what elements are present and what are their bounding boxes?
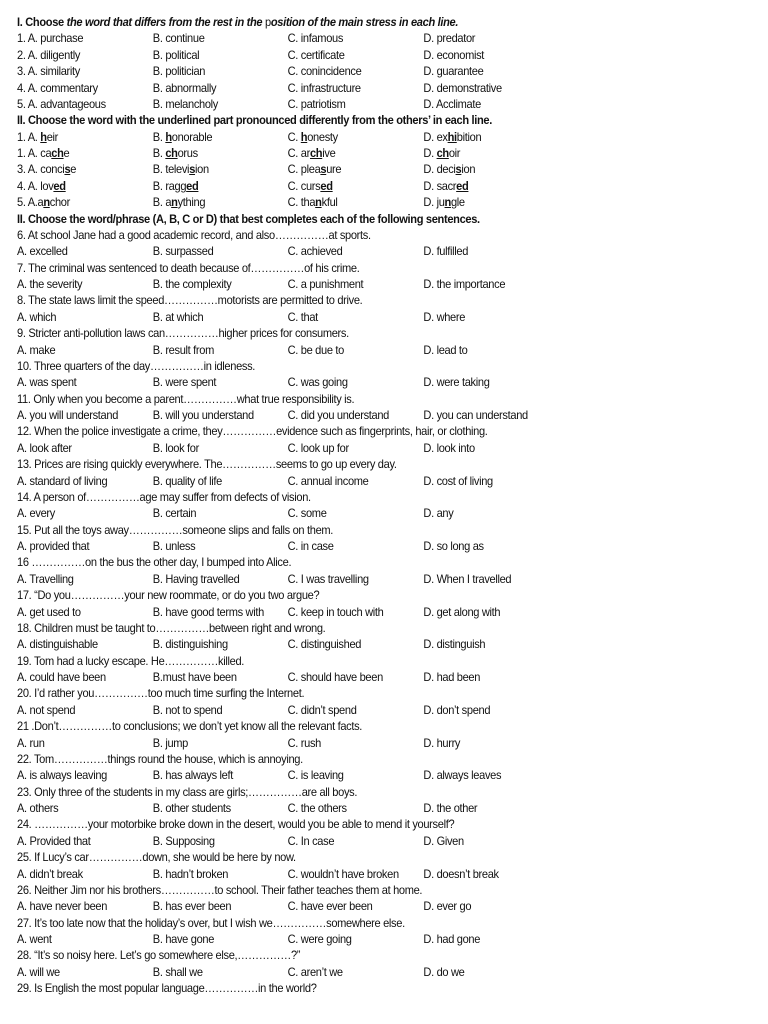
question-stem: 20. I’d rather you……………too much time surfing the Internet. [17, 686, 305, 701]
question-stem: 15. Put all the toys away……………someone slips and falls on them. [17, 522, 334, 537]
question-stem: 26. Neither Jim nor his brothers……………to school. Their father teaches them at home. [17, 882, 423, 897]
answer-option: C. should have been [287, 670, 383, 684]
option: B. politician [152, 64, 206, 79]
option: C. conincidence [287, 64, 362, 79]
answer-option: C. have ever been [287, 899, 373, 914]
answer-option: A. Provided that [17, 833, 91, 848]
underlined-part: h [40, 129, 47, 144]
answer-option: B. have gone [152, 932, 215, 946]
underlined-part: ed [53, 178, 66, 193]
option-prefix: C. [287, 129, 301, 144]
option: 4. A. commentary [17, 80, 98, 95]
answer-option: B. Supposing [152, 833, 215, 848]
stress-row [17, 30, 701, 46]
question-stem: 28. “It’s so noisy here. Let’s go somewhere else,……………?” [17, 948, 301, 963]
option [288, 178, 333, 194]
option-prefix: 1. A. ca [17, 146, 52, 160]
option-suffix: gle [450, 195, 465, 210]
option [288, 145, 336, 161]
option: B. political [152, 47, 200, 62]
answer-row [17, 571, 701, 587]
underlined-part: s [189, 162, 196, 177]
option [423, 194, 464, 210]
option-prefix: 5. A.a [17, 195, 44, 210]
option: B. abnormally [152, 80, 217, 95]
option [17, 178, 66, 194]
option-prefix: D. [423, 146, 437, 160]
question-stem: 21 .Don’t……………to conclusions; we don’t yet know all the relevant facts. [17, 719, 363, 734]
section-3-heading: II. Choose the word/phrase (A, B, C or D) that best completes each of the following sentences. [17, 211, 480, 226]
question-stem: 7. The criminal was sentenced to death because of……………of his crime. [17, 260, 360, 275]
option-prefix: C. plea [287, 162, 321, 177]
answer-option: C. didn’t spend [287, 702, 357, 717]
answer-option: B. has always left [152, 768, 233, 783]
option-prefix: B. a [152, 195, 172, 210]
option: 1. A. purchase [17, 31, 84, 46]
answer-option: B. distinguishing [152, 637, 228, 652]
stress-row [17, 63, 701, 79]
option-prefix: B. [152, 146, 166, 160]
question-stem: 8. The state laws limit the speed……………motorists are permitted to drive. [17, 293, 363, 308]
answer-row [17, 342, 701, 358]
stress-row [17, 80, 701, 96]
answer-option: C. in case [287, 539, 334, 553]
answer-option: A. went [17, 932, 52, 946]
question-stem: 17. “Do you……………your new roommate, or do you two argue? [17, 588, 320, 603]
answer-row [17, 898, 701, 914]
pronunciation-row [17, 194, 701, 210]
answer-option: D. where [423, 309, 466, 324]
completion-questions [17, 227, 701, 997]
option: C. infamous [287, 31, 344, 46]
answer-option: D. do we [423, 964, 465, 979]
option-prefix: D. deci [423, 162, 456, 177]
option-prefix: 3. A. conci [17, 162, 65, 177]
option: D. Acclimate [423, 96, 481, 111]
option-suffix: e [70, 162, 77, 177]
option [423, 129, 481, 145]
answer-row [17, 407, 701, 423]
answer-option: A. is always leaving [17, 768, 107, 783]
option [17, 145, 69, 161]
option: B. continue [152, 31, 205, 46]
option-suffix: onesty [307, 129, 338, 144]
option-suffix: chor [49, 195, 70, 210]
option [423, 145, 460, 161]
answer-option: D. get along with [423, 604, 501, 619]
pronunciation-row [17, 129, 701, 145]
answer-option: C. is leaving [287, 768, 344, 783]
option-suffix: ure [326, 162, 342, 177]
answer-option: B. unless [152, 539, 196, 553]
answer-option: A. make [17, 342, 56, 357]
underlined-part: ed [186, 178, 199, 193]
answer-row [17, 735, 701, 751]
answer-option: B. will you understand [152, 408, 254, 422]
answer-option: A. standard of living [17, 473, 108, 488]
answer-option: D. don’t spend [423, 702, 491, 717]
answer-row [17, 374, 701, 390]
underlined-part: ed [320, 178, 333, 193]
answer-option: A. look after [17, 440, 72, 455]
answer-option: A. was spent [17, 375, 77, 390]
question-stem: 25. If Lucy’s car……………down, she would be here by now. [17, 850, 296, 865]
answer-option: A. could have been [17, 670, 106, 684]
answer-option: B. result from [152, 342, 214, 357]
answer-option: D. you can understand [423, 408, 528, 422]
question-stem: 11. Only when you become a parent……………what true responsibility is. [17, 391, 355, 406]
underlined-part: s [455, 162, 462, 177]
worksheet [17, 14, 701, 997]
option-prefix: 1. A. [17, 129, 41, 144]
answer-option: C. was going [287, 375, 348, 390]
answer-option: B. other students [152, 801, 231, 815]
underlined-part: n [171, 195, 178, 210]
option-prefix: D. ju [423, 195, 445, 210]
answer-row [17, 866, 701, 882]
answer-option: D. ever go [423, 899, 472, 914]
question-stem: 12. When the police investigate a crime, they……………evidence such as fingerprints, hair, or clothing. [17, 424, 488, 439]
answer-option: D. so long as [423, 539, 484, 553]
answer-option: B. Having travelled [152, 571, 240, 586]
option: 5. A. advantageous [17, 96, 106, 111]
answer-option: B. were spent [152, 375, 217, 390]
answer-option: B. have good terms with [152, 604, 264, 619]
answer-row [17, 931, 701, 947]
option-suffix: orus [177, 146, 198, 160]
underlined-part: ch [436, 146, 449, 160]
option: C. infrastructure [287, 80, 361, 95]
option [153, 129, 212, 145]
answer-option: B. not to spend [152, 702, 223, 717]
answer-row [17, 440, 701, 456]
question-stem: 29. Is English the most popular language……………in the world? [17, 981, 317, 996]
stress-row [17, 47, 701, 63]
answer-option: B. certain [152, 506, 197, 521]
answer-option: C. aren’t we [287, 964, 343, 979]
option: D. demonstrative [423, 80, 502, 95]
answer-option: A. provided that [17, 539, 90, 553]
answer-option: A. the severity [17, 277, 83, 291]
option-prefix: B. televi [152, 162, 190, 177]
option: C. certificate [287, 47, 345, 62]
option-prefix: 4. A. lov [17, 178, 54, 193]
option: B. melancholy [152, 96, 219, 111]
underlined-part: ch [165, 146, 178, 160]
answer-option: B. quality of life [152, 473, 222, 488]
answer-row [17, 604, 701, 620]
question-stem: 16 ……………on the bus the other day, I bumped into Alice. [17, 555, 292, 570]
answer-row [17, 473, 701, 489]
answer-option: A. get used to [17, 604, 81, 619]
option-suffix: ion [461, 162, 476, 177]
answer-row [17, 702, 701, 718]
option-suffix: kful [321, 195, 338, 210]
option [423, 161, 475, 177]
option: C. patriotism [287, 96, 346, 111]
option [423, 178, 468, 194]
answer-option: C. the others [287, 801, 347, 815]
section-1-heading [17, 14, 701, 30]
underlined-part: ed [456, 178, 469, 193]
option-prefix: B. ragg [152, 178, 187, 193]
answer-option: A. Travelling [17, 571, 74, 586]
option-suffix: ive [322, 146, 336, 160]
underlined-part: n [43, 195, 50, 210]
answer-row [17, 964, 701, 980]
underlined-part: ch [51, 146, 64, 160]
option [17, 194, 70, 210]
answer-option: A. others [17, 801, 59, 815]
answer-option: C. were going [287, 932, 352, 946]
answer-option: A. have never been [17, 899, 108, 914]
answer-option: D. were taking [423, 375, 490, 390]
answer-option: C. a punishment [287, 277, 364, 291]
option-prefix: D. ex [423, 129, 448, 144]
answer-row [17, 833, 701, 849]
answer-option: A. didn’t break [17, 866, 83, 881]
underlined-part: s [64, 162, 71, 177]
question-stem: 13. Prices are rising quickly everywhere. The……………seems to go up every day. [17, 457, 397, 472]
answer-option: D. hurry [423, 735, 461, 750]
underlined-part: hi [447, 129, 457, 144]
question-stem: 24. ……………your motorbike broke down in the desert, would you be able to mend it yourself? [17, 817, 455, 832]
answer-option: B. jump [152, 735, 189, 750]
answer-option: B.must have been [152, 670, 237, 684]
section-1-mark: p [264, 15, 271, 29]
answer-option: B. look for [152, 440, 199, 455]
answer-option: C. look up for [287, 440, 349, 455]
option-prefix: C. ar [287, 146, 310, 160]
option-suffix: ion [195, 162, 209, 177]
answer-option: B. shall we [152, 964, 203, 979]
section-1-lead: I. Choose [17, 15, 67, 29]
underlined-part: ch [309, 146, 323, 160]
question-stem: 14. A person of……………age may suffer from defects of vision. [17, 489, 311, 504]
question-stem: 22. Tom……………things round the house, which is annoying. [17, 751, 303, 766]
answer-option: C. wouldn’t have broken [287, 866, 399, 881]
answer-option: D. When I travelled [423, 571, 512, 586]
stress-questions [17, 30, 701, 112]
question-stem: 19. Tom had a lucky escape. He……………killed. [17, 653, 245, 668]
answer-option: C. keep in touch with [287, 604, 384, 619]
pronunciation-questions [17, 129, 701, 211]
section-1-italic: the word that differs from the rest in the [66, 15, 265, 29]
answer-option: A. distinguishable [17, 637, 98, 652]
answer-row [17, 505, 701, 521]
answer-option: D. distinguish [423, 637, 486, 652]
answer-row [17, 309, 701, 325]
answer-option: C. In case [287, 833, 335, 848]
answer-option: D. look into [423, 440, 475, 455]
answer-option: C. distinguished [287, 637, 362, 652]
answer-option: C. that [287, 309, 318, 324]
underlined-part: h [300, 129, 308, 144]
option-suffix: eir [46, 129, 59, 144]
answer-option: A. you will understand [17, 408, 119, 422]
option [153, 161, 209, 177]
option: 2. A. diligently [17, 47, 81, 62]
option [288, 129, 338, 145]
option: 3. A. similarity [17, 64, 81, 79]
answer-option: B. surpassed [152, 244, 214, 259]
answer-option: B. has ever been [152, 899, 232, 914]
option-suffix: oir [448, 146, 461, 160]
option: D. predator [423, 31, 476, 46]
question-stem: 6. At school Jane had a good academic record, and also……………at sports. [17, 227, 371, 242]
question-stem: 9. Stricter anti-pollution laws can……………higher prices for consumers. [17, 326, 349, 341]
answer-option: D. the importance [423, 277, 506, 291]
answer-option: B. hadn’t broken [152, 866, 229, 881]
answer-option: C. annual income [287, 473, 369, 488]
answer-option: D. had gone [423, 932, 481, 946]
answer-row [17, 243, 701, 259]
answer-option: B. at which [152, 309, 204, 324]
section-2-heading: II. Choose the word with the underlined part pronounced differently from the others’ in each line. [17, 113, 492, 128]
question-stem: 23. Only three of the students in my class are girls;……………are all boys. [17, 784, 358, 799]
answer-option: A. excelled [17, 244, 68, 259]
answer-row [17, 636, 701, 652]
answer-option: D. doesn’t break [423, 866, 499, 881]
stress-row [17, 96, 701, 112]
answer-option: A. will we [17, 964, 60, 979]
underlined-part: n [315, 195, 322, 210]
option [288, 194, 338, 210]
option-suffix: e [63, 146, 70, 160]
answer-option: C. did you understand [287, 408, 389, 422]
option-prefix: D. sacr [423, 178, 457, 193]
answer-option: C. be due to [287, 342, 344, 357]
option [153, 178, 199, 194]
answer-option: D. cost of living [423, 473, 493, 488]
underlined-part: s [320, 162, 327, 177]
option [153, 194, 205, 210]
answer-option: C. some [287, 506, 327, 521]
answer-option: A. every [17, 506, 55, 521]
answer-row [17, 767, 701, 783]
option-suffix: bition [456, 129, 482, 144]
option-suffix: ything [177, 195, 206, 210]
question-stem: 27. It’s too late now that the holiday’s over, but I wish we……………somewhere else. [17, 915, 405, 930]
answer-option: D. fulfilled [423, 244, 469, 259]
answer-option: D. always leaves [423, 768, 502, 783]
answer-option: D. Given [423, 833, 464, 848]
answer-option: C. achieved [287, 244, 343, 259]
question-stem: 10. Three quarters of the day……………in idleness. [17, 358, 256, 373]
option [153, 145, 198, 161]
answer-option: A. which [17, 309, 57, 324]
option-suffix: onorable [171, 129, 213, 144]
option [17, 129, 58, 145]
option: D. economist [423, 47, 485, 62]
answer-option: D. the other [423, 801, 478, 815]
pronunciation-row [17, 145, 701, 161]
question-stem: 18. Children must be taught to……………between right and wrong. [17, 620, 326, 635]
answer-option: B. the complexity [152, 277, 232, 291]
answer-option: A. run [17, 735, 45, 750]
answer-row [17, 800, 701, 816]
answer-row [17, 276, 701, 292]
answer-option: C. rush [287, 735, 322, 750]
underlined-part: h [165, 129, 172, 144]
option-prefix: B. [152, 129, 166, 144]
answer-option: A. not spend [17, 702, 76, 717]
answer-row [17, 538, 701, 554]
pronunciation-row [17, 178, 701, 194]
answer-option: D. lead to [423, 342, 468, 357]
answer-row [17, 669, 701, 685]
pronunciation-row [17, 161, 701, 177]
option [17, 161, 76, 177]
option-prefix: C. tha [287, 195, 316, 210]
option: D. guarantee [423, 64, 484, 79]
option-prefix: C. curs [287, 178, 321, 193]
section-1-tail: osition of the main stress in each line. [270, 15, 459, 29]
answer-option: C. I was travelling [287, 571, 369, 586]
underlined-part: n [444, 195, 451, 210]
answer-option: D. any [423, 506, 454, 521]
answer-option: D. had been [423, 670, 481, 684]
option [288, 161, 342, 177]
